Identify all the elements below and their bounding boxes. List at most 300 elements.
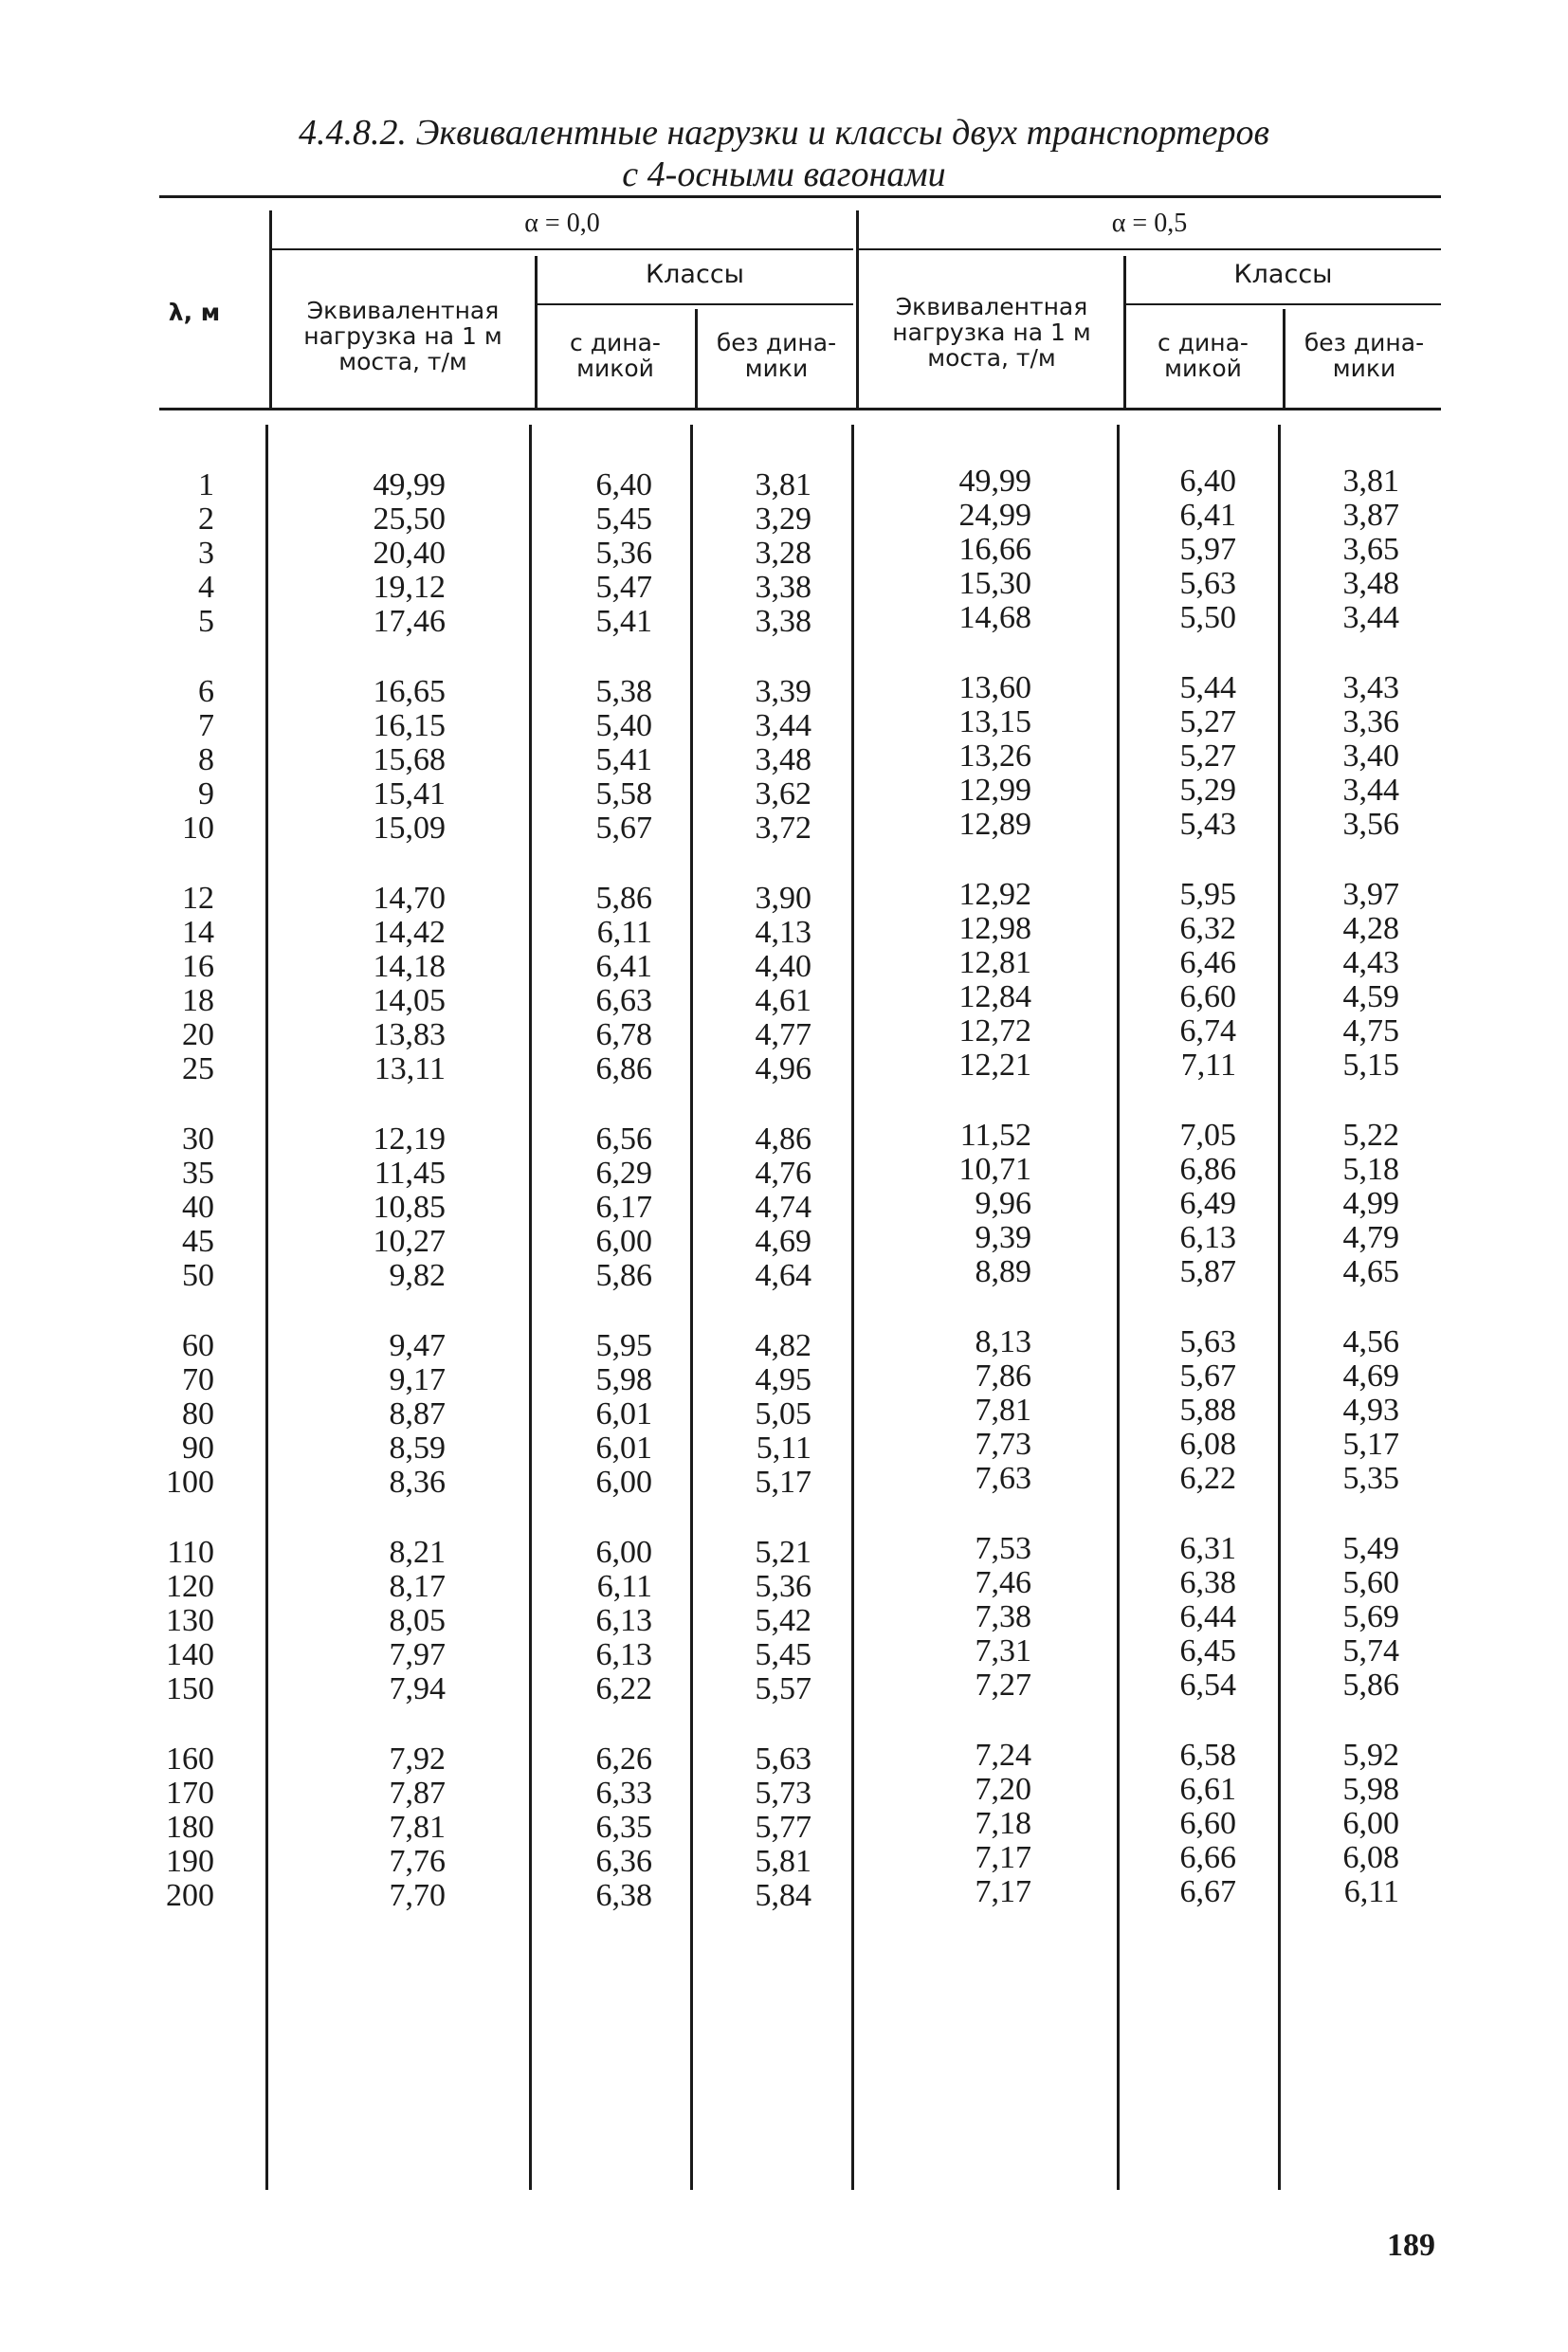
- table-cell-a0-dyn: 5,86: [595, 1258, 652, 1293]
- table-cell-a0-nodyn: 5,36: [755, 1569, 811, 1604]
- table-cell-a0-dyn: 6,22: [595, 1671, 652, 1706]
- table-cell-a0-dyn: 5,41: [595, 742, 652, 777]
- classes05-underline: [1125, 303, 1441, 305]
- table-cell-a5-dyn: 5,27: [1179, 704, 1236, 739]
- table-cell-lambda: 25: [182, 1051, 214, 1086]
- table-cell-a0-nodyn: 3,38: [755, 604, 811, 639]
- table-cell-a0-dyn: 6,40: [595, 467, 652, 502]
- classes0-underline: [537, 303, 853, 305]
- table-cell-a5-dyn: 7,05: [1179, 1118, 1236, 1153]
- group-gap: [567, 1500, 652, 1536]
- table-cell-a5-nodyn: 3,48: [1342, 566, 1399, 601]
- table-cell-a0-load: 10,27: [373, 1224, 446, 1259]
- table-cell-a5-load: 7,27: [975, 1668, 1031, 1703]
- table-cell-a0-dyn: 6,01: [595, 1431, 652, 1466]
- table-cell-a5-load: 8,13: [975, 1324, 1031, 1359]
- group-gap: [133, 1500, 214, 1536]
- table-cell-a5-load: 13,26: [958, 738, 1031, 774]
- table-cell-a0-load: 8,59: [389, 1431, 446, 1466]
- group-gap: [341, 639, 446, 675]
- table-cell-a0-dyn: 6,00: [595, 1224, 652, 1259]
- classes-header-a05: Классы: [1233, 260, 1333, 289]
- table-cell-a5-load: 7,38: [975, 1599, 1031, 1634]
- table-cell-a0-dyn: 6,78: [595, 1017, 652, 1052]
- table-cell-a0-nodyn: 5,77: [755, 1810, 811, 1845]
- table-cell-a5-dyn: 6,13: [1179, 1220, 1236, 1255]
- table-cell-a5-load: 7,81: [975, 1393, 1031, 1428]
- table-cell-lambda: 100: [166, 1465, 214, 1500]
- group-gap: [341, 1500, 446, 1536]
- table-cell-a0-nodyn: 3,81: [755, 467, 811, 502]
- table-cell-lambda: 8: [198, 742, 214, 777]
- table-cell-a5-dyn: 5,88: [1179, 1393, 1236, 1428]
- table-cell-lambda: 130: [166, 1603, 214, 1638]
- hdr-vline-4: [856, 210, 859, 408]
- table-cell-a0-load: 7,92: [389, 1741, 446, 1777]
- table-cell-a5-dyn: 5,63: [1179, 566, 1236, 601]
- table-cell-a5-dyn: 5,27: [1179, 738, 1236, 774]
- table-cell-lambda: 200: [166, 1878, 214, 1913]
- table-cell-a0-load: 7,87: [389, 1776, 446, 1811]
- table-cell-a5-nodyn: 5,49: [1342, 1531, 1399, 1566]
- table-cell-a5-nodyn: 5,35: [1342, 1461, 1399, 1496]
- table-cell-a5-load: 10,71: [958, 1152, 1031, 1187]
- group-gap: [927, 635, 1031, 671]
- table-cell-lambda: 180: [166, 1810, 214, 1845]
- table-cell-lambda: 45: [182, 1224, 214, 1259]
- table-cell-a5-load: 12,21: [958, 1048, 1031, 1083]
- table-cell-a0-load: 9,82: [389, 1258, 446, 1293]
- table-cell-a0-load: 7,94: [389, 1671, 446, 1706]
- table-cell-a0-dyn: 6,86: [595, 1051, 652, 1086]
- table-cell-a5-load: 7,86: [975, 1358, 1031, 1394]
- table-cell-lambda: 9: [198, 776, 214, 811]
- group-gap: [726, 1293, 811, 1329]
- table-cell-a0-dyn: 6,33: [595, 1776, 652, 1811]
- table-cell-a0-nodyn: 3,39: [755, 674, 811, 709]
- table-cell-a5-nodyn: 5,86: [1342, 1668, 1399, 1703]
- table-cell-a0-dyn: 6,35: [595, 1810, 652, 1845]
- table-cell-a5-load: 7,31: [975, 1633, 1031, 1668]
- table-cell-a5-nodyn: 3,97: [1342, 877, 1399, 912]
- table-cell-a0-nodyn: 5,45: [755, 1637, 811, 1672]
- table-cell-a0-load: 8,36: [389, 1465, 446, 1500]
- table-cell-a5-nodyn: 6,00: [1342, 1806, 1399, 1841]
- table-cell-a5-nodyn: 3,36: [1342, 704, 1399, 739]
- table-cell-a5-dyn: 5,44: [1179, 670, 1236, 705]
- table-cell-a0-nodyn: 5,11: [756, 1431, 811, 1466]
- table-cell-lambda: 7: [198, 708, 214, 743]
- table-cell-a0-load: 14,70: [373, 881, 446, 916]
- table-cell-a5-load: 11,52: [959, 1118, 1031, 1153]
- group-gap: [1314, 1083, 1399, 1119]
- table-cell-a0-load: 7,70: [389, 1878, 446, 1913]
- table-cell-a0-dyn: 6,13: [595, 1637, 652, 1672]
- col-a0-load: [341, 468, 446, 1913]
- table-cell-a0-nodyn: 5,81: [755, 1844, 811, 1879]
- table-cell-a5-load: 7,20: [975, 1772, 1031, 1807]
- table-cell-lambda: 12: [182, 881, 214, 916]
- table-cell-a0-nodyn: 3,28: [755, 536, 811, 571]
- table-cell-lambda: 40: [182, 1190, 214, 1225]
- group-gap: [1314, 1703, 1399, 1739]
- table-cell-a0-dyn: 5,47: [595, 570, 652, 605]
- table-cell-a0-nodyn: 4,86: [755, 1121, 811, 1157]
- table-cell-a5-nodyn: 5,60: [1342, 1565, 1399, 1600]
- table-cell-a5-nodyn: 4,75: [1342, 1013, 1399, 1048]
- table-cell-lambda: 18: [182, 983, 214, 1018]
- alpha0-underline: [271, 248, 853, 250]
- table-cell-lambda: 90: [182, 1431, 214, 1466]
- table-cell-a0-dyn: 6,11: [596, 915, 652, 950]
- table-cell-a0-dyn: 5,58: [595, 776, 652, 811]
- table-cell-a0-load: 8,87: [389, 1396, 446, 1431]
- group-gap: [726, 1086, 811, 1122]
- table-cell-lambda: 4: [198, 570, 214, 605]
- classes-header-a0: Классы: [646, 260, 744, 289]
- table-cell-a5-dyn: 6,38: [1179, 1565, 1236, 1600]
- group-gap: [726, 846, 811, 882]
- table-cell-a0-dyn: 5,98: [595, 1362, 652, 1397]
- table-cell-a5-load: 14,68: [958, 600, 1031, 635]
- table-cell-a5-load: 12,98: [958, 911, 1031, 946]
- table-cell-lambda: 110: [167, 1535, 214, 1570]
- table-cell-a0-load: 13,11: [374, 1051, 446, 1086]
- table-cell-a0-nodyn: 3,38: [755, 570, 811, 605]
- group-gap: [1151, 1496, 1236, 1532]
- table-cell-lambda: 120: [166, 1569, 214, 1604]
- table-cell-a0-load: 7,81: [389, 1810, 446, 1845]
- table-cell-a5-load: 24,99: [958, 498, 1031, 533]
- table-cell-lambda: 5: [198, 604, 214, 639]
- table-cell-a5-nodyn: 3,44: [1342, 600, 1399, 635]
- table-cell-a0-nodyn: 3,62: [755, 776, 811, 811]
- table-cell-lambda: 10: [182, 811, 214, 846]
- table-cell-a5-nodyn: 4,93: [1342, 1393, 1399, 1428]
- table-cell-a0-nodyn: 4,95: [755, 1362, 811, 1397]
- table-cell-a0-load: 15,68: [373, 742, 446, 777]
- group-gap: [1314, 1496, 1399, 1532]
- table-cell-a5-nodyn: 5,98: [1342, 1772, 1399, 1807]
- table-cell-a5-nodyn: 6,11: [1343, 1874, 1399, 1909]
- table-cell-a5-nodyn: 4,65: [1342, 1254, 1399, 1289]
- table-cell-a0-dyn: 5,41: [595, 604, 652, 639]
- table-cell-a5-load: 49,99: [958, 464, 1031, 499]
- group-gap: [1151, 635, 1236, 671]
- group-gap: [1314, 1289, 1399, 1325]
- table-cell-a0-load: 7,97: [389, 1637, 446, 1672]
- table-cell-a5-load: 7,53: [975, 1531, 1031, 1566]
- table-cell-a0-nodyn: 5,57: [755, 1671, 811, 1706]
- table-cell-lambda: 2: [198, 501, 214, 537]
- table-cell-a5-dyn: 7,11: [1180, 1048, 1236, 1083]
- table-cell-a0-nodyn: 5,63: [755, 1741, 811, 1777]
- table-cell-a0-load: 14,18: [373, 949, 446, 984]
- table-cell-a0-nodyn: 4,61: [755, 983, 811, 1018]
- table-cell-a5-nodyn: 3,87: [1342, 498, 1399, 533]
- header-bottom-rule: [159, 408, 1441, 410]
- table-title-line1: 4.4.8.2. Эквивалентные нагрузки и классы двух транспортеров: [298, 113, 1270, 153]
- table-cell-a0-dyn: 6,00: [595, 1535, 652, 1570]
- table-cell-a5-dyn: 5,50: [1179, 600, 1236, 635]
- table-cell-a0-dyn: 5,95: [595, 1328, 652, 1363]
- table-cell-a0-nodyn: 5,84: [755, 1878, 811, 1913]
- table-cell-a5-dyn: 6,61: [1179, 1772, 1236, 1807]
- table-cell-a5-load: 12,72: [958, 1013, 1031, 1048]
- table-cell-a5-dyn: 6,58: [1179, 1738, 1236, 1773]
- table-cell-a5-load: 15,30: [958, 566, 1031, 601]
- group-gap: [927, 1289, 1031, 1325]
- equiv-load-header-a05: Эквивалентная нагрузка на 1 м моста, т/м: [892, 293, 1091, 372]
- col-lambda: [133, 468, 214, 1913]
- table-cell-a5-dyn: 6,41: [1179, 498, 1236, 533]
- table-cell-a5-dyn: 5,97: [1179, 532, 1236, 567]
- col-a0-dyn: [567, 468, 652, 1913]
- table-cell-a0-load: 16,65: [373, 674, 446, 709]
- group-gap: [1151, 1289, 1236, 1325]
- table-cell-a5-nodyn: 3,81: [1342, 464, 1399, 499]
- table-cell-a0-dyn: 6,00: [595, 1465, 652, 1500]
- hdr-vline-3: [695, 309, 698, 408]
- group-gap: [567, 1293, 652, 1329]
- table-cell-a0-dyn: 6,38: [595, 1878, 652, 1913]
- group-gap: [133, 1706, 214, 1742]
- table-cell-lambda: 70: [182, 1362, 214, 1397]
- table-cell-a0-nodyn: 5,73: [755, 1776, 811, 1811]
- table-cell-a5-load: 12,89: [958, 807, 1031, 842]
- group-gap: [567, 846, 652, 882]
- table-cell-a0-load: 14,05: [373, 983, 446, 1018]
- table-cell-lambda: 1: [198, 467, 214, 502]
- group-gap: [567, 639, 652, 675]
- table-cell-a5-load: 7,18: [975, 1806, 1031, 1841]
- table-cell-a5-load: 12,92: [958, 877, 1031, 912]
- table-cell-a5-dyn: 6,54: [1179, 1668, 1236, 1703]
- table-cell-a5-load: 12,99: [958, 773, 1031, 808]
- equiv-load-header-a0: Эквивалентная нагрузка на 1 м моста, т/м: [303, 297, 502, 375]
- table-cell-a0-dyn: 6,29: [595, 1156, 652, 1191]
- group-gap: [1151, 842, 1236, 878]
- table-cell-a0-load: 7,76: [389, 1844, 446, 1879]
- body-vline-4: [851, 425, 854, 2190]
- table-cell-a0-load: 15,09: [373, 811, 446, 846]
- table-cell-a5-dyn: 5,67: [1179, 1358, 1236, 1394]
- group-gap: [567, 1086, 652, 1122]
- table-cell-a0-nodyn: 3,29: [755, 501, 811, 537]
- table-cell-a5-dyn: 6,74: [1179, 1013, 1236, 1048]
- table-cell-a5-load: 7,17: [975, 1874, 1031, 1909]
- table-cell-a0-load: 15,41: [373, 776, 446, 811]
- table-cell-lambda: 190: [166, 1844, 214, 1879]
- table-cell-a0-load: 49,99: [373, 467, 446, 502]
- table-cell-a0-nodyn: 3,48: [755, 742, 811, 777]
- table-cell-a5-dyn: 6,08: [1179, 1427, 1236, 1462]
- table-cell-a5-load: 7,73: [975, 1427, 1031, 1462]
- table-cell-lambda: 140: [166, 1637, 214, 1672]
- table-cell-a5-dyn: 6,22: [1179, 1461, 1236, 1496]
- table-cell-a5-dyn: 5,29: [1179, 773, 1236, 808]
- table-cell-a0-dyn: 5,36: [595, 536, 652, 571]
- top-rule: [159, 195, 1441, 198]
- page-number: 189: [1387, 2228, 1435, 2263]
- table-cell-a0-load: 8,17: [389, 1569, 446, 1604]
- table-cell-a5-dyn: 6,40: [1179, 464, 1236, 499]
- table-cell-lambda: 16: [182, 949, 214, 984]
- table-cell-a0-nodyn: 4,96: [755, 1051, 811, 1086]
- table-cell-a0-load: 19,12: [373, 570, 446, 605]
- table-cell-a5-dyn: 5,63: [1179, 1324, 1236, 1359]
- group-gap: [1151, 1703, 1236, 1739]
- table-cell-a0-nodyn: 4,77: [755, 1017, 811, 1052]
- body-vline-2: [529, 425, 532, 2190]
- group-gap: [133, 846, 214, 882]
- table-cell-lambda: 50: [182, 1258, 214, 1293]
- table-cell-a5-dyn: 6,49: [1179, 1186, 1236, 1221]
- table-cell-a0-dyn: 6,26: [595, 1741, 652, 1777]
- table-cell-a5-dyn: 6,60: [1179, 979, 1236, 1014]
- table-cell-a5-dyn: 6,46: [1179, 945, 1236, 980]
- table-cell-a0-load: 9,17: [389, 1362, 446, 1397]
- table-cell-lambda: 3: [198, 536, 214, 571]
- table-cell-a0-dyn: 6,36: [595, 1844, 652, 1879]
- table-cell-a0-load: 8,05: [389, 1603, 446, 1638]
- table-cell-a0-dyn: 6,56: [595, 1121, 652, 1157]
- without-dyn-header-a0: без дина-мики: [716, 329, 837, 382]
- table-cell-a0-dyn: 5,86: [595, 881, 652, 916]
- table-cell-a0-nodyn: 4,74: [755, 1190, 811, 1225]
- table-cell-a0-nodyn: 5,17: [755, 1465, 811, 1500]
- group-gap: [726, 1706, 811, 1742]
- group-gap: [341, 1293, 446, 1329]
- group-gap: [927, 842, 1031, 878]
- table-cell-a0-nodyn: 4,76: [755, 1156, 811, 1191]
- group-gap: [927, 1496, 1031, 1532]
- table-cell-a5-nodyn: 6,08: [1342, 1840, 1399, 1875]
- group-gap: [133, 1293, 214, 1329]
- table-cell-a0-dyn: 5,45: [595, 501, 652, 537]
- table-cell-a0-nodyn: 4,13: [755, 915, 811, 950]
- table-cell-a0-load: 10,85: [373, 1190, 446, 1225]
- with-dyn-header-a0: с дина-микой: [570, 329, 661, 382]
- table-cell-lambda: 160: [166, 1741, 214, 1777]
- col-a5-nodyn: [1314, 465, 1399, 1909]
- table-cell-a5-dyn: 5,43: [1179, 807, 1236, 842]
- group-gap: [1314, 635, 1399, 671]
- table-cell-lambda: 14: [182, 915, 214, 950]
- table-cell-a0-load: 20,40: [373, 536, 446, 571]
- table-cell-a5-nodyn: 5,22: [1342, 1118, 1399, 1153]
- table-cell-a5-dyn: 6,45: [1179, 1633, 1236, 1668]
- table-cell-a0-dyn: 6,17: [595, 1190, 652, 1225]
- group-gap: [1314, 842, 1399, 878]
- table-title: [0, 112, 1568, 195]
- table-cell-a5-load: 9,39: [975, 1220, 1031, 1255]
- table-cell-a5-dyn: 6,44: [1179, 1599, 1236, 1634]
- table-cell-a0-nodyn: 4,40: [755, 949, 811, 984]
- group-gap: [927, 1703, 1031, 1739]
- table-cell-a0-dyn: 5,40: [595, 708, 652, 743]
- table-cell-a5-nodyn: 3,40: [1342, 738, 1399, 774]
- table-cell-a0-nodyn: 5,42: [755, 1603, 811, 1638]
- table-cell-a5-dyn: 6,32: [1179, 911, 1236, 946]
- table-cell-a5-nodyn: 4,28: [1342, 911, 1399, 946]
- table-cell-lambda: 150: [166, 1671, 214, 1706]
- table-cell-a0-nodyn: 4,69: [755, 1224, 811, 1259]
- table-cell-a0-load: 13,83: [373, 1017, 446, 1052]
- group-gap: [133, 639, 214, 675]
- table-cell-a5-nodyn: 4,99: [1342, 1186, 1399, 1221]
- table-cell-a5-load: 7,63: [975, 1461, 1031, 1496]
- table-cell-a5-nodyn: 4,69: [1342, 1358, 1399, 1394]
- table-cell-a0-dyn: 6,11: [596, 1569, 652, 1604]
- group-gap: [341, 846, 446, 882]
- table-cell-lambda: 170: [166, 1776, 214, 1811]
- hdr-vline-1: [269, 210, 272, 408]
- table-cell-a5-nodyn: 3,44: [1342, 773, 1399, 808]
- col-a0-nodyn: [726, 468, 811, 1913]
- body-vline-3: [690, 425, 693, 2190]
- table-title-line2: с 4-осными вагонами: [622, 155, 946, 194]
- table-cell-a5-load: 8,89: [975, 1254, 1031, 1289]
- table-cell-a0-dyn: 6,01: [595, 1396, 652, 1431]
- table-cell-a5-load: 7,17: [975, 1840, 1031, 1875]
- alpha0-header: α = 0,0: [524, 209, 600, 238]
- table-cell-a0-load: 8,21: [389, 1535, 446, 1570]
- table-cell-lambda: 80: [182, 1396, 214, 1431]
- col-a5-dyn: [1151, 465, 1236, 1909]
- table-cell-a0-load: 17,46: [373, 604, 446, 639]
- table-cell-a5-load: 13,60: [958, 670, 1031, 705]
- group-gap: [726, 1500, 811, 1536]
- group-gap: [726, 639, 811, 675]
- body-vline-6: [1278, 425, 1281, 2190]
- table-cell-a5-nodyn: 5,92: [1342, 1738, 1399, 1773]
- body-vline-1: [265, 425, 268, 2190]
- table-cell-a0-load: 16,15: [373, 708, 446, 743]
- table-cell-a0-load: 11,45: [374, 1156, 446, 1191]
- table-cell-a0-nodyn: 4,82: [755, 1328, 811, 1363]
- table-cell-a0-dyn: 5,67: [595, 811, 652, 846]
- lambda-header: λ, м: [168, 299, 221, 326]
- table-cell-a5-load: 12,84: [958, 979, 1031, 1014]
- table-cell-a0-nodyn: 4,64: [755, 1258, 811, 1293]
- group-gap: [341, 1706, 446, 1742]
- table-cell-a5-nodyn: 4,59: [1342, 979, 1399, 1014]
- table-cell-a5-nodyn: 5,74: [1342, 1633, 1399, 1668]
- table-cell-a5-dyn: 6,86: [1179, 1152, 1236, 1187]
- table-cell-a5-dyn: 6,66: [1179, 1840, 1236, 1875]
- col-a5-load: [927, 465, 1031, 1909]
- with-dyn-header-a05: с дина-микой: [1158, 329, 1249, 382]
- alpha05-underline: [858, 248, 1441, 250]
- group-gap: [133, 1086, 214, 1122]
- table-cell-a5-load: 7,24: [975, 1738, 1031, 1773]
- table-cell-a0-nodyn: 3,90: [755, 881, 811, 916]
- table-cell-a5-nodyn: 4,56: [1342, 1324, 1399, 1359]
- table-cell-a0-dyn: 6,41: [595, 949, 652, 984]
- table-cell-a5-load: 12,81: [958, 945, 1031, 980]
- table-cell-a5-dyn: 6,60: [1179, 1806, 1236, 1841]
- table-cell-lambda: 35: [182, 1156, 214, 1191]
- table-cell-a5-nodyn: 5,17: [1342, 1427, 1399, 1462]
- table-cell-a5-dyn: 5,87: [1179, 1254, 1236, 1289]
- table-cell-lambda: 20: [182, 1017, 214, 1052]
- body-vline-5: [1117, 425, 1120, 2190]
- table-cell-lambda: 6: [198, 674, 214, 709]
- table-cell-lambda: 60: [182, 1328, 214, 1363]
- group-gap: [927, 1083, 1031, 1119]
- table-cell-a5-nodyn: 3,56: [1342, 807, 1399, 842]
